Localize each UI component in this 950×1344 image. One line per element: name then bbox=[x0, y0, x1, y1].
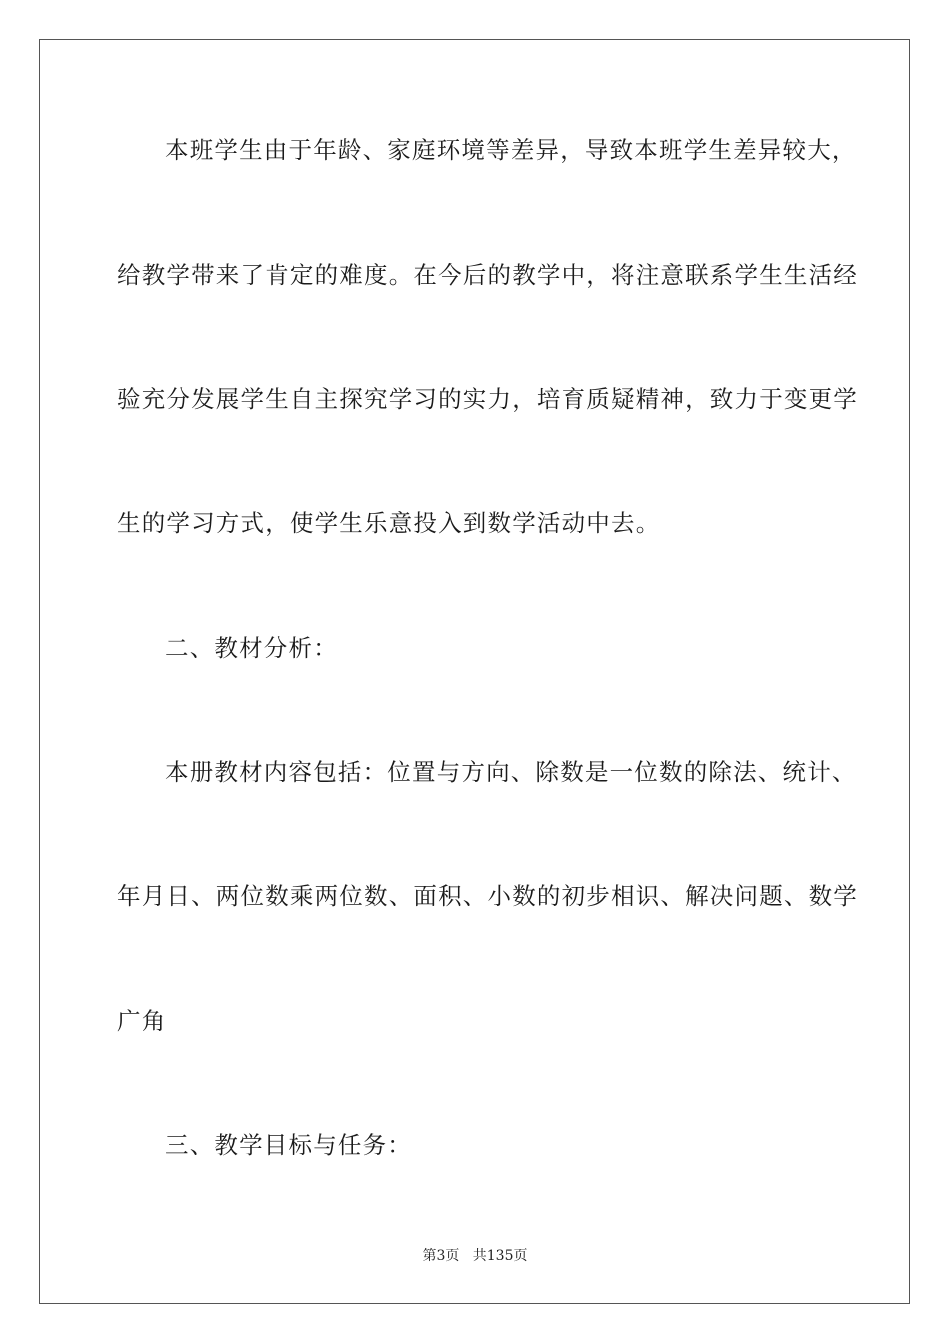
page-border bbox=[39, 39, 910, 1304]
section-heading-2: 二、教材分析： bbox=[165, 634, 338, 662]
paragraph-line-1: 本班学生由于年龄、家庭环境等差异，导致本班学生差异较大， bbox=[165, 136, 857, 164]
page-footer bbox=[0, 1246, 950, 1266]
section-heading-3: 三、教学目标与任务： bbox=[165, 1131, 412, 1159]
paragraph-line-4: 生的学习方式，使学生乐意投入到数学活动中去。 bbox=[117, 509, 661, 537]
paragraph-line-7: 广角 bbox=[117, 1007, 167, 1035]
paragraph-line-3: 验充分发展学生自主探究学习的实力，培育质疑精神，致力于变更学 bbox=[117, 385, 858, 413]
paragraph-line-5: 本册教材内容包括：位置与方向、除数是一位数的除法、统计、 bbox=[165, 758, 857, 786]
paragraph-line-6: 年月日、两位数乘两位数、面积、小数的初步相识、解决问题、数学 bbox=[117, 882, 858, 910]
page-total: 共135页 bbox=[472, 1248, 528, 1264]
page-number: 第3页 bbox=[422, 1248, 460, 1264]
paragraph-line-2: 给教学带来了肯定的难度。在今后的教学中，将注意联系学生生活经 bbox=[117, 261, 858, 289]
